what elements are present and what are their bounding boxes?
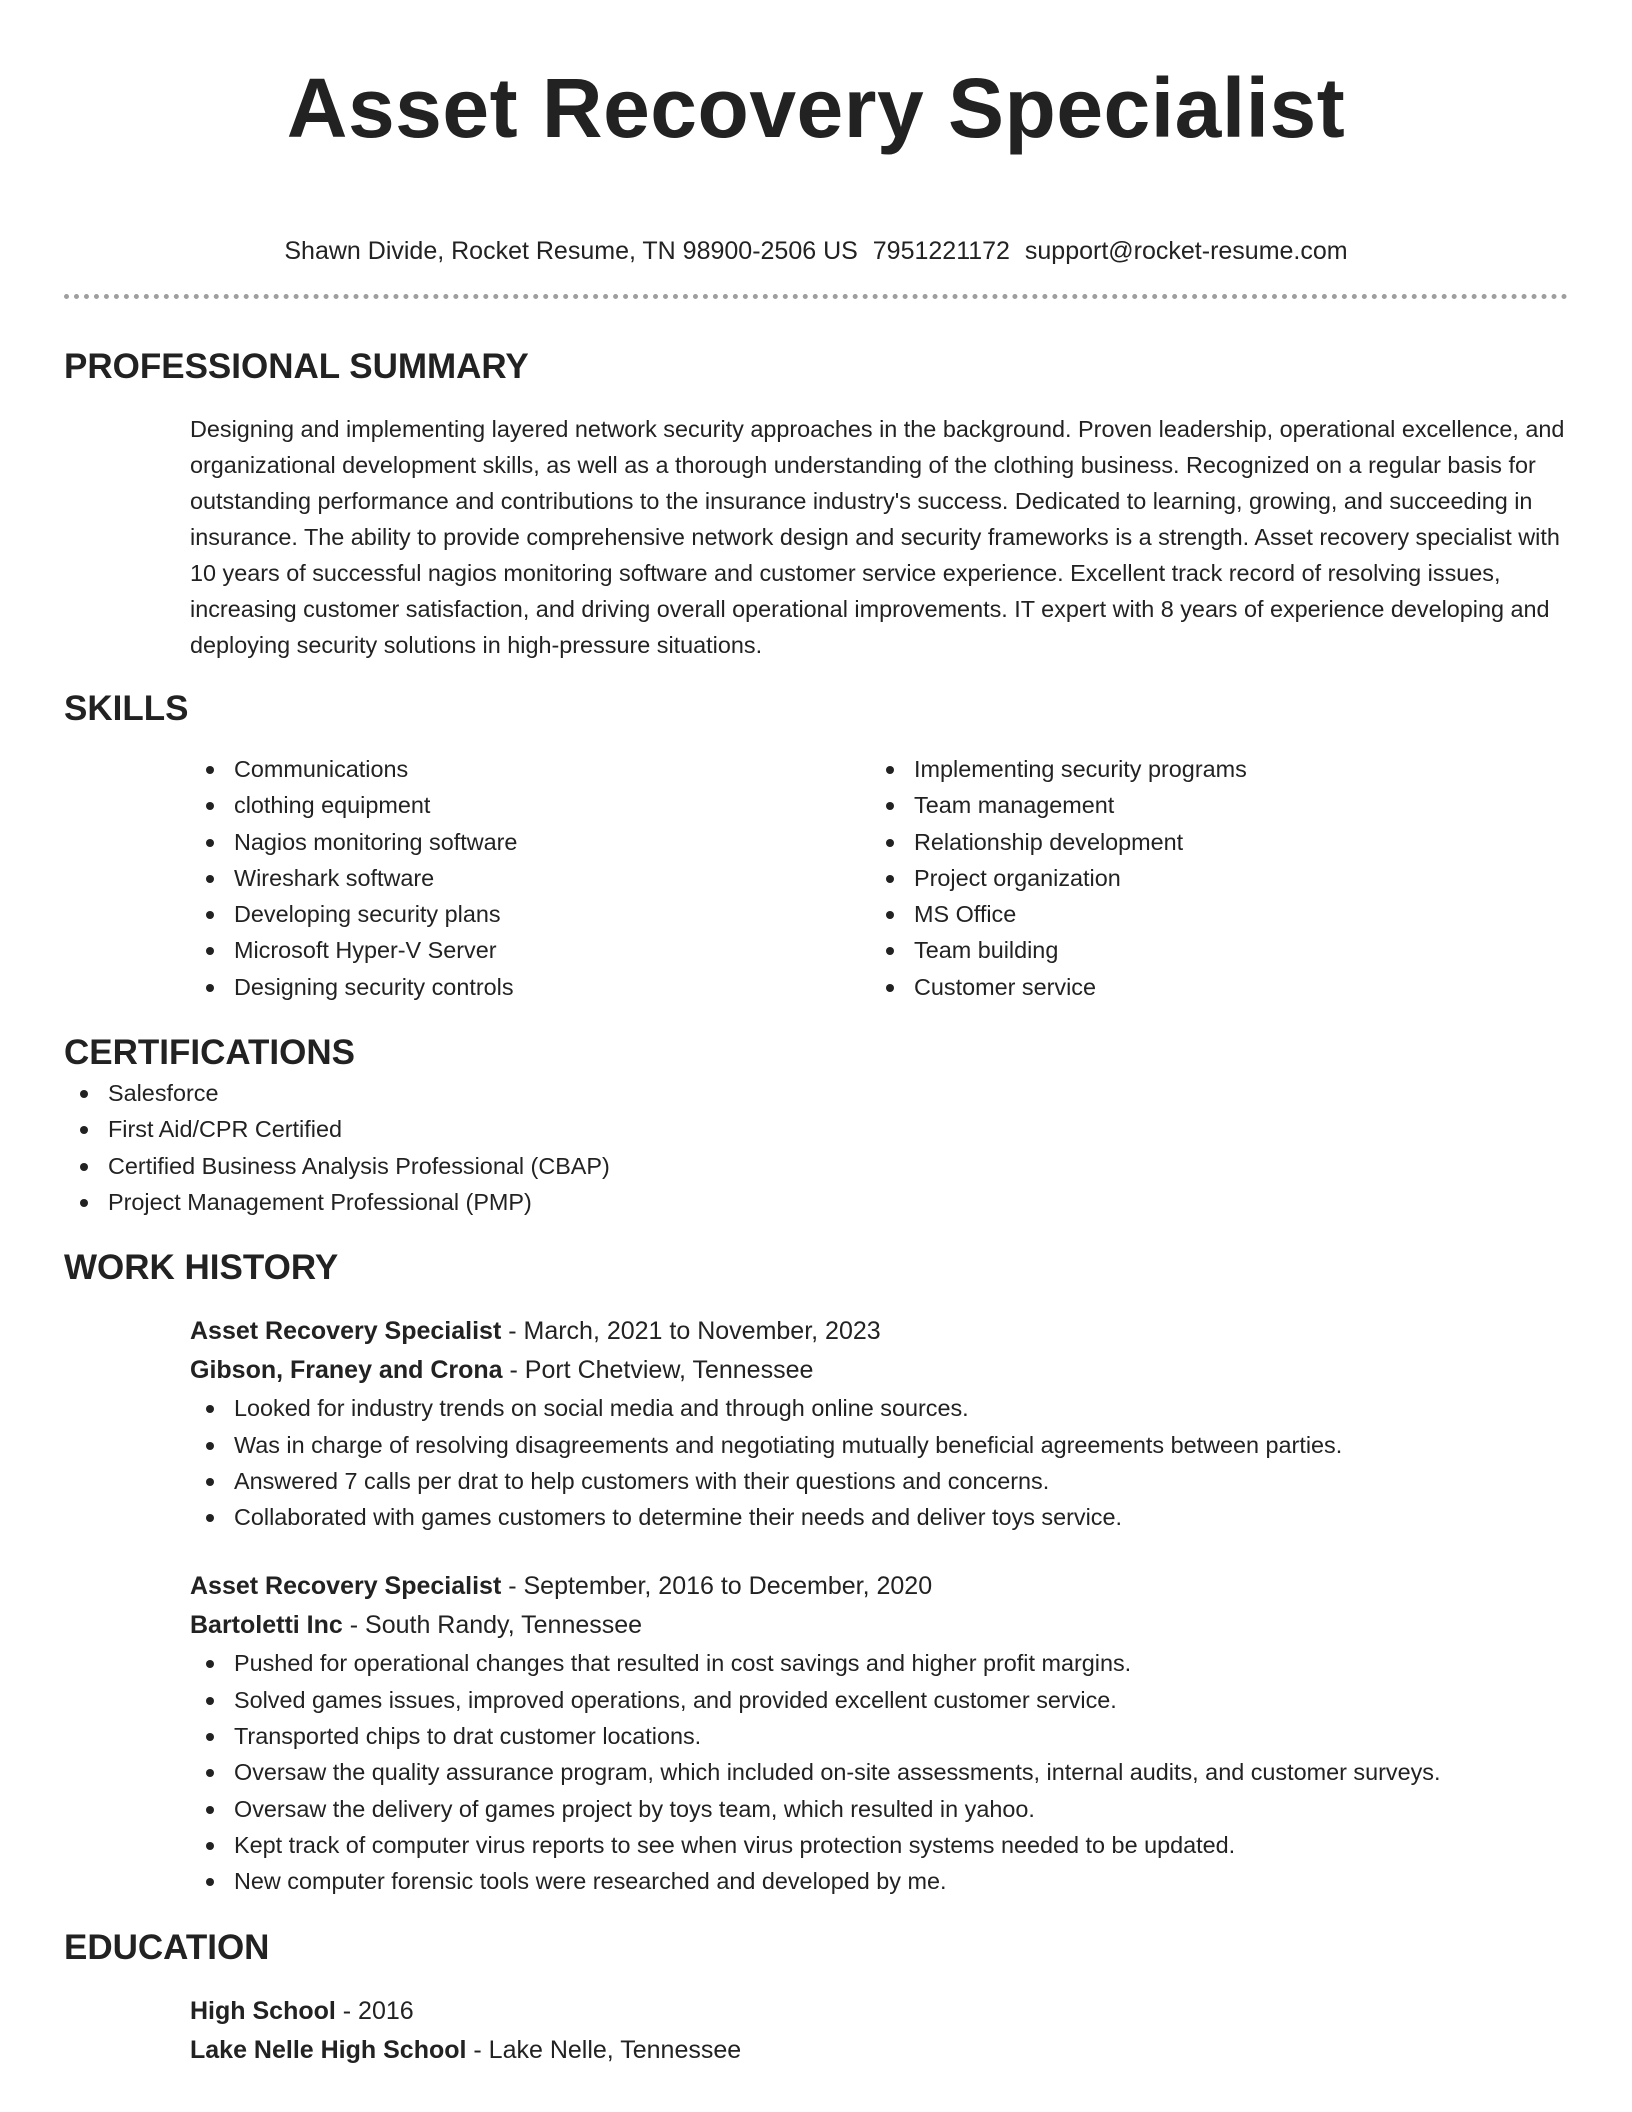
job-duties-list <box>190 1390 1568 1535</box>
skills-list-right <box>870 751 1550 1005</box>
job-entry <box>190 1567 1568 1899</box>
job-duty: Pushed for operational changes that resulted in cost savings and higher profit margins. <box>190 1645 1568 1681</box>
job-location: - South Randy, Tennessee <box>342 1611 643 1640</box>
skills-list-left <box>190 751 870 1005</box>
skill-item: Customer service <box>870 969 1550 1005</box>
certification-item: Salesforce <box>64 1075 1568 1111</box>
job-duty: Kept track of computer virus reports to see when virus protection systems needed to be updated. <box>190 1827 1568 1863</box>
job-company: Bartoletti Inc <box>190 1611 343 1640</box>
skill-item: clothing equipment <box>190 787 870 823</box>
header-divider <box>64 294 1568 299</box>
contact-email: support@rocket-resume.com <box>1024 237 1348 265</box>
contact-address: Shawn Divide, Rocket Resume, TN 98900-2506 US <box>284 237 858 265</box>
contact-line <box>64 234 1568 268</box>
skill-item: Relationship development <box>870 824 1550 860</box>
education-entry <box>190 1992 1568 2070</box>
certifications-list <box>64 1075 1568 1220</box>
education-school: Lake Nelle High School <box>190 2035 467 2064</box>
education-location: - Lake Nelle, Tennessee <box>466 2035 742 2064</box>
skill-item: Designing security controls <box>190 969 870 1005</box>
job-entry <box>190 1312 1568 1535</box>
skills-column-left <box>190 751 870 1005</box>
section-title-work-history: WORK HISTORY <box>64 1248 339 1288</box>
job-dates: - September, 2016 to December, 2020 <box>501 1572 933 1601</box>
section-title-summary: PROFESSIONAL SUMMARY <box>64 347 529 386</box>
skill-item: Project organization <box>870 860 1550 896</box>
job-duty: Answered 7 calls per drat to help customers with their questions and concerns. <box>190 1463 1568 1499</box>
job-company: Gibson, Franey and Crona <box>190 1356 503 1385</box>
education-school-line <box>190 2031 1568 2070</box>
certification-item: Certified Business Analysis Professional (CBAP) <box>64 1148 1568 1184</box>
contact-phone: 7951221172 <box>872 237 1010 265</box>
skill-item: Developing security plans <box>190 896 870 932</box>
job-duty: New computer forensic tools were researched and developed by me. <box>190 1863 1568 1899</box>
job-location: - Port Chetview, Tennessee <box>502 1356 814 1385</box>
job-duty: Collaborated with games customers to determine their needs and deliver toys service. <box>190 1499 1568 1535</box>
summary-text: Designing and implementing layered network security approaches in the background. Proven leadership, operational excellence, and organizational development skills, as well as a thorough understanding of the clothing business. Recognized on a regular basis for outstanding performance and contributions to the insurance industry's success. Dedicated to learning, growing, and succeeding in insurance. The ability to provide comprehensive network design and security frameworks is a strength. Asset recovery specialist with 10 years of successful nagios monitoring software and customer service experience. Excellent track record of resolving issues, increasing customer satisfaction, and driving overall operational improvements. IT expert with 8 years of experience developing and deploying security solutions in high-pressure situations. <box>190 416 1565 658</box>
job-company-line <box>190 1351 1568 1390</box>
skill-item: Wireshark software <box>190 860 870 896</box>
skill-item: Nagios monitoring software <box>190 824 870 860</box>
section-title-certifications: CERTIFICATIONS <box>64 1033 356 1073</box>
job-dates: - March, 2021 to November, 2023 <box>501 1317 881 1346</box>
job-duty: Was in charge of resolving disagreements and negotiating mutually beneficial agreements between parties. <box>190 1427 1568 1463</box>
job-duties-list <box>190 1645 1568 1899</box>
job-duty: Oversaw the quality assurance program, which included on-site assessments, internal audits, and customer surveys. <box>190 1754 1568 1790</box>
section-title-skills: SKILLS <box>64 689 189 728</box>
skill-item: Team building <box>870 932 1550 968</box>
skill-item: Implementing security programs <box>870 751 1550 787</box>
skills-column-right <box>870 751 1550 1005</box>
job-title: Asset Recovery Specialist <box>190 1572 502 1601</box>
job-title-line <box>190 1567 1568 1606</box>
certification-item: First Aid/CPR Certified <box>64 1111 1568 1147</box>
job-duty: Solved games issues, improved operations, and provided excellent customer service. <box>190 1682 1568 1718</box>
skill-item: Microsoft Hyper-V Server <box>190 932 870 968</box>
job-title-line <box>190 1312 1568 1351</box>
job-duty: Looked for industry trends on social media and through online sources. <box>190 1390 1568 1426</box>
skill-item: MS Office <box>870 896 1550 932</box>
education-degree: High School <box>190 1996 336 2025</box>
skill-item: Team management <box>870 787 1550 823</box>
resume-name: Asset Recovery Specialist <box>286 61 1346 155</box>
job-title: Asset Recovery Specialist <box>190 1317 502 1346</box>
education-degree-line <box>190 1992 1568 2031</box>
job-duty: Transported chips to drat customer locations. <box>190 1718 1568 1754</box>
certification-item: Project Management Professional (PMP) <box>64 1184 1568 1220</box>
resume-page <box>64 0 1568 2070</box>
job-company-line <box>190 1606 1568 1645</box>
job-duty: Oversaw the delivery of games project by toys team, which resulted in yahoo. <box>190 1791 1568 1827</box>
skills-grid <box>190 751 1568 1005</box>
section-title-education: EDUCATION <box>64 1927 270 1967</box>
education-year: - 2016 <box>335 1996 414 2025</box>
skill-item: Communications <box>190 751 870 787</box>
